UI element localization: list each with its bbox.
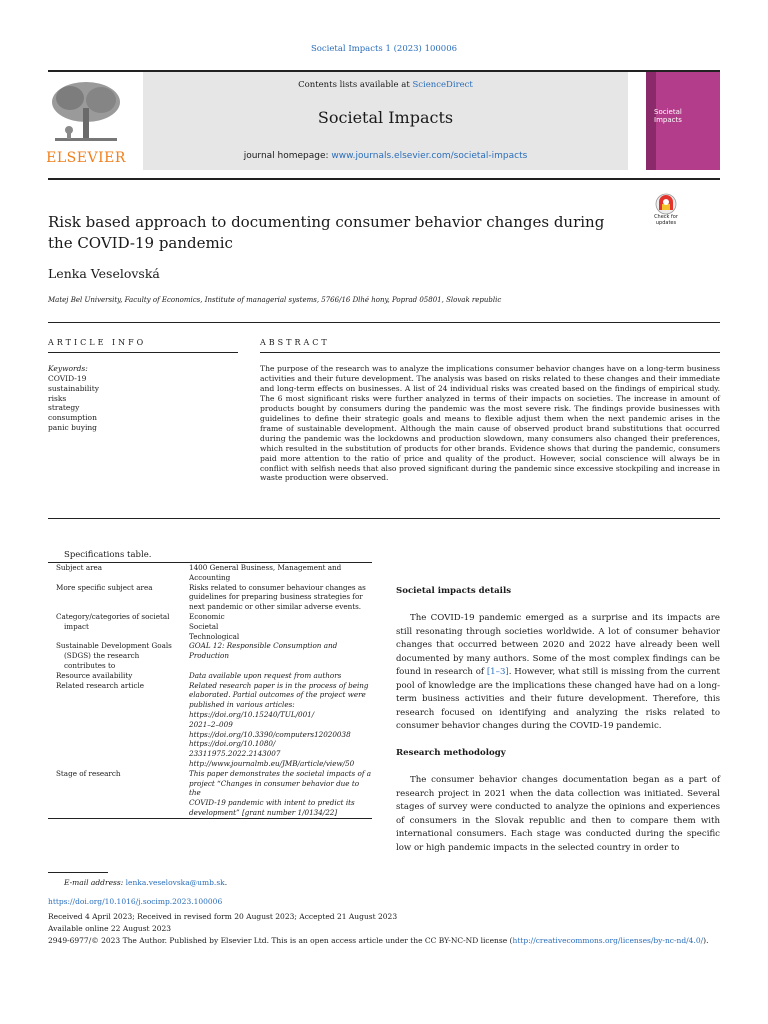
spec-value-line: 1400 General Business, Management and [189,563,342,572]
specifications-table-title: Specifications table. [64,550,152,560]
spec-value-cell [189,563,372,583]
received-line: Received 4 April 2023; Received in revised form 20 August 2023; Accepted 21 August 2023 [48,912,398,921]
spec-value-cell [189,681,372,769]
spec-key-cell [48,641,189,670]
research-methodology-paragraph: The consumer behavior changes documentation began as a part of research project in 2021 when the data collection was initiated. Several stages of survey were conducted to analyze the opinions and experiences of consumers in the Slovak republic and then to compare them with international consumers. Each stage was conducted during the specific low or high pandemic impacts in the selected country in order to [396,775,720,853]
check-updates-label: Check for updates [654,214,678,226]
author-affiliation: Matej Bel University, Faculty of Economics, Institute of managerial systems, 5766/16 Dlhé hony, Poprad 05801, Slovak republic [48,296,502,304]
elsevier-logo[interactable] [45,78,127,166]
spec-key-cell [48,583,189,612]
elsevier-wordmark: ELSEVIER [46,150,126,166]
doi-line [48,897,720,907]
spec-value-cell [189,641,372,670]
spec-value-line: guidelines for preparing business strategies for [189,592,363,602]
specifications-table [48,562,372,819]
contents-prefix: Contents lists available at [298,80,413,90]
spec-value-cell [189,612,372,641]
spec-value-line: 2021–2–009 [189,719,233,729]
societal-impacts-paragraph: The COVID-19 pandemic emerged as a surprise and its impacts are still resonating through societies worldwide. A lot of consumer behavior changes that occurred between 2020 and 2022 have already been well documented by many authors. Some of the most complex findings can be found in research of [1–3]. However, what still is missing from the current pool of knowledge are the implications these changed have had on a long-term business activities and their future development. Therefore, this research focused on identifying and analyzing the risks related to consumer behavior changes during the COVID-19 pandemic. [396,613,720,731]
keywords-list [48,374,99,433]
spec-value-line: COVID-19 pandemic with intent to predict its [189,798,355,808]
elsevier-tree-icon [45,78,127,148]
spec-key-line: impact [64,621,89,631]
spec-value-line: Accounting [189,572,231,582]
spec-value-cell [189,769,372,818]
spec-value-line: Risks related to consumer behaviour changes as [189,582,366,592]
spec-table-row [48,671,372,681]
check-for-updates-button[interactable] [645,193,687,233]
keyword-item[interactable]: risks [48,393,67,403]
spec-table-row [48,641,372,670]
spec-value-line: Technological [189,631,240,641]
homepage-link[interactable]: www.journals.elsevier.com/societal-impacts [331,151,528,161]
spec-key-cell [48,681,189,769]
spec-value-line: Data available upon request from authors [189,670,342,680]
contents-line [143,80,628,90]
spec-table-row [48,681,372,769]
journal-homepage-line [143,151,628,161]
spec-value-line: This paper demonstrates the societal impacts of a [189,768,372,778]
spec-key-line: More specific subject area [56,582,153,592]
spec-value-line: elaborated. Partial outcomes of the project were [189,690,366,700]
spec-value-line: published in various articles: [189,700,295,710]
spec-key-line: (SDGS) the research [64,651,140,661]
doi-link[interactable]: https://doi.org/10.1016/j.socimp.2023.100006 [48,897,223,906]
keywords-label: Keywords: [48,364,88,373]
abstract-bottom-rule [48,518,720,519]
section-heading-societal-impacts: Societal impacts details [396,586,512,596]
spec-key-line: Sustainable Development Goals [56,641,172,651]
spec-value-cell [189,671,372,681]
article-info-underline [48,352,238,353]
specifications-table-body [48,563,372,819]
abstract-heading: ABSTRACT [260,338,330,347]
license-line: 2949-6977/© 2023 The Author. Published by Elsevier Ltd. This is an open access article under the CC BY-NC-ND license (http://creativecommons.org/licenses/by-nc-nd/4.0/). [48,936,709,945]
spec-key-cell [48,769,189,818]
article-info-rule [48,322,720,323]
abstract-underline [260,352,720,353]
spec-table-row [48,769,372,818]
article-title: Risk based approach to documenting consumer behavior changes during the COVID-19 pandemic [48,213,605,252]
spec-value-line: https://doi.org/10.3390/computers12020038 [189,729,351,739]
spec-value-line: project “Changes in consumer behavior due to the [189,778,360,798]
spec-value-line: https://doi.org/10.1080/ [189,739,276,749]
keyword-item[interactable]: COVID-19 [48,374,87,383]
spec-value-line: Societal [189,621,219,631]
spec-value-line: Production [189,651,229,661]
keyword-item[interactable]: sustainability [48,383,99,393]
spec-value-line: Economic [189,611,225,621]
spec-key-line: contributes to [64,660,116,670]
sciencedirect-link[interactable]: ScienceDirect [412,80,473,90]
journal-title: Societal Impacts [317,108,454,127]
spec-key-line: Category/categories of societal [56,611,170,621]
homepage-label: journal homepage: [243,151,332,161]
abstract-text: The purpose of the research was to analyze the implications consumer behavior changes have on a long-term business activities and their future development. The analysis was based on risks related to these changes and their immediate and long-term effects on businesses. A list of 24 individual risks was created based on the findings of empirical study. The 6 most significant risks were further analyzed in terms of their impacts on societies. The increase in amount of products bought by consumers during the pandemic was the most severe risk. The findings provide businesses with guidelines to define their strategic goals and means to flexible adjust them when the next pandemic arises in the frame of sustainable development. Although the main cause of observed product brand substitutions that occurred during the pandemic was the lockdowns and production slowdown, many consumers also changed their preferences, which resulted in the substitution of products for other brands. Evidence shows that during the pandemic, consumers paid more attention to the ratio of price and quality of the product. However, social conscience will always be in conflict with selfish needs that also proved significant during the pandemic since excessive stockpiling and increase in waste production were observed. [260,364,720,483]
footnote-rule [48,872,108,873]
spec-table-row [48,612,372,641]
spec-key-line: Resource availability [56,670,133,680]
journal-reference-link[interactable]: Societal Impacts 1 (2023) 100006 [310,44,458,54]
spec-key-line: Related research article [56,680,145,690]
keyword-item[interactable]: panic buying [48,422,97,432]
spec-table-row [48,583,372,612]
journal-cover-thumbnail[interactable] [646,72,720,170]
article-info-heading: ARTICLE INFO [48,338,147,347]
spec-key-cell [48,563,189,583]
spec-value-line: GOAL 12: Responsible Consumption and [189,641,338,651]
spec-key-cell [48,612,189,641]
spec-value-line: next pandemic or other similar adverse events. [189,602,362,612]
spec-key-line: Stage of research [56,768,121,778]
keyword-item[interactable]: consumption [48,413,97,423]
spec-value-cell [189,583,372,612]
cover-title: Societal Impacts [654,108,682,124]
spec-value-line: Related research paper is in the process of being [189,680,369,690]
spec-value-line: 23311975.2022.2143007 [189,749,281,759]
spec-value-line: http://www.journalmb.eu/JMB/article/view/50 [189,758,355,768]
license-link[interactable]: http://creativecommons.org/licenses/by-nc-nd/4.0/ [512,936,704,945]
spec-table-row [48,563,372,583]
header-bottom-rule [48,178,720,180]
check-updates-icon [645,193,687,215]
author-email-link[interactable]: lenka.veselovska@umb.sk [125,878,225,887]
spec-key-line: Subject area [56,563,103,572]
online-line: Available online 22 August 2023 [48,924,172,933]
section-heading-research-methodology: Research methodology [396,748,506,758]
spec-value-line: development” [grant number 1/0134/22] [189,807,338,817]
author-name: Lenka Veselovská [48,266,160,281]
spec-value-line: https://doi.org/10.15240/TUL/001/ [189,709,315,719]
spec-key-cell [48,671,189,681]
reference-link[interactable]: [1–3] [486,667,509,677]
email-footnote: E-mail address: lenka.veselovska@umb.sk. [64,878,228,887]
keyword-item[interactable]: strategy [48,403,80,413]
